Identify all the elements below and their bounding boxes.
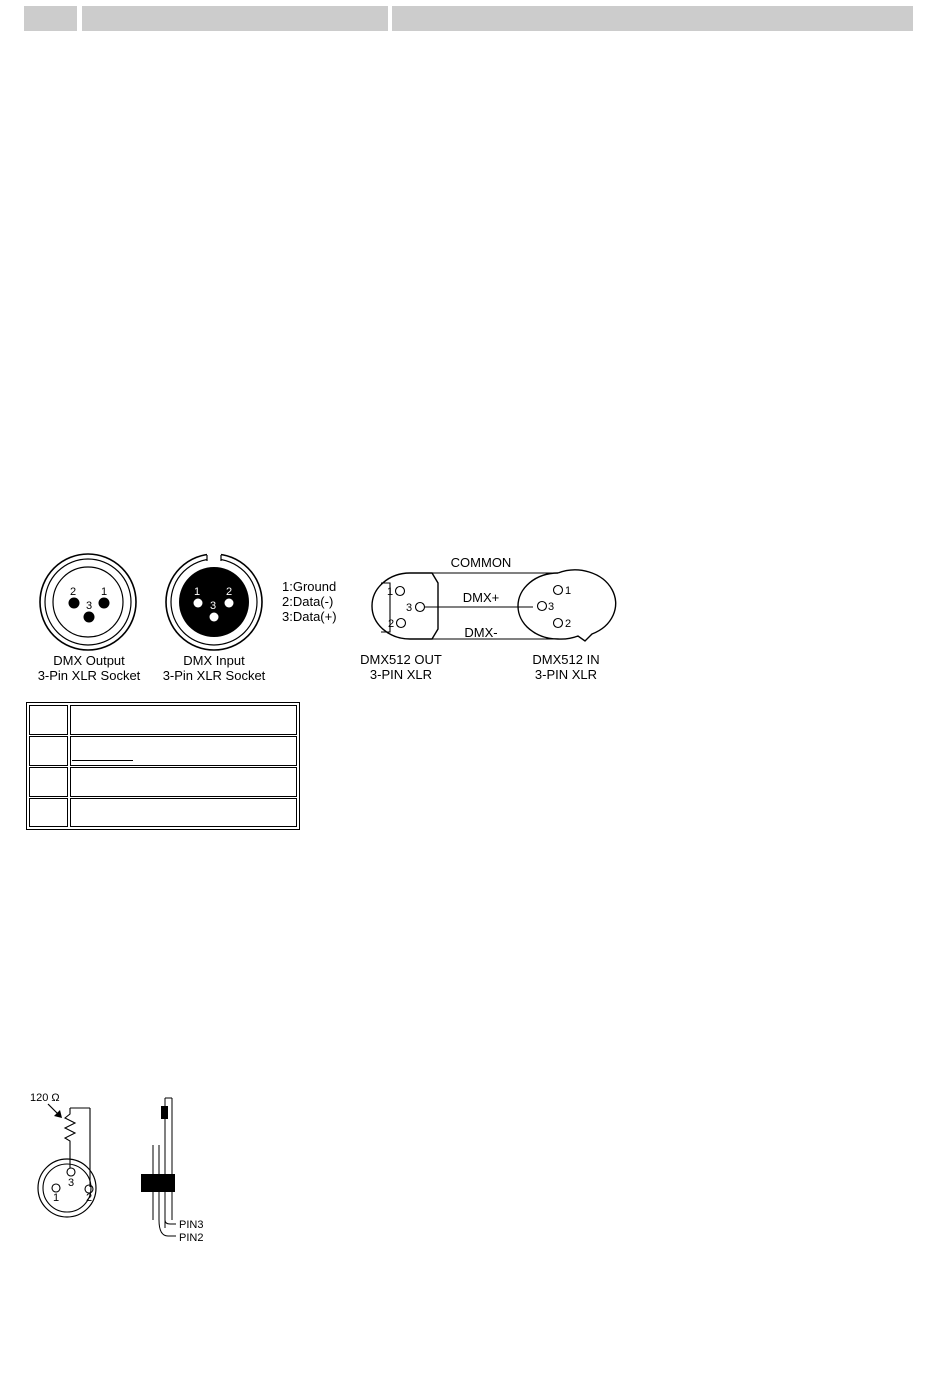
in-pin-label-1: 1: [565, 585, 572, 597]
output-pin-label-1: 1: [101, 586, 108, 598]
pin-legend-data-minus: 2:Data(-): [282, 594, 334, 609]
in-pin-label-3: 3: [548, 601, 555, 613]
output-pin-3: [84, 612, 95, 623]
in-pin-label-2: 2: [565, 618, 572, 630]
out-pin-label-3: 3: [406, 602, 413, 614]
output-socket-title: DMX Output: [53, 653, 125, 668]
input-pin-1: [194, 599, 203, 608]
in-pin-3: [538, 602, 547, 611]
in-pin-1: [554, 586, 563, 595]
term-pin-label-1: 1: [53, 1192, 60, 1204]
output-pin-label-3: 3: [86, 600, 93, 612]
out-connector-title: DMX512 OUT: [360, 652, 442, 667]
output-socket-subtitle: 3-Pin XLR Socket: [37, 668, 141, 683]
empty-table: [27, 703, 300, 830]
in-connector-subtitle: 3-PIN XLR: [534, 667, 598, 682]
in-connector-title: DMX512 IN: [532, 652, 600, 667]
dmx-input-socket: [166, 552, 262, 650]
output-pin-label-2: 2: [70, 586, 77, 598]
input-pin-label-2: 2: [226, 586, 233, 598]
pin3-label: PIN3: [179, 1219, 204, 1231]
common-label: COMMON: [450, 555, 512, 570]
out-pin-1: [396, 587, 405, 596]
out-pin-2: [397, 619, 406, 628]
pin-legend-data-plus: 3:Data(+): [282, 609, 337, 624]
out-pin-label-2: 2: [388, 618, 395, 630]
out-pin-3: [416, 603, 425, 612]
out-connector-subtitle: 3-PIN XLR: [369, 667, 433, 682]
pin2-label: PIN2: [179, 1232, 204, 1244]
resistor-value-label: 120 Ω: [30, 1092, 60, 1104]
input-pin-label-3: 3: [210, 600, 217, 612]
output-pin-1: [99, 598, 110, 609]
input-pin-2: [225, 599, 234, 608]
term-pin-3: [67, 1168, 75, 1176]
input-pin-3: [210, 613, 219, 622]
resistor-body: [161, 1106, 168, 1119]
pin-legend-ground: 1:Ground: [282, 579, 337, 594]
dmx-wiring-diagram: [372, 555, 616, 641]
dmx-output-socket: [40, 554, 136, 650]
in-pin-2: [554, 619, 563, 628]
input-socket-subtitle: 3-Pin XLR Socket: [162, 668, 266, 683]
out-pin-label-1: 1: [387, 586, 394, 598]
connector-block: [141, 1174, 175, 1192]
output-pin-2: [69, 598, 80, 609]
dmx-minus-label: DMX-: [464, 625, 498, 640]
term-pin-label-3: 3: [68, 1177, 75, 1189]
terminator-xlr-diagram: [30, 1092, 96, 1217]
term-pin-1: [52, 1184, 60, 1192]
term-pin-label-2: 2: [86, 1192, 93, 1204]
input-socket-title: DMX Input: [183, 653, 245, 668]
input-pin-label-1: 1: [194, 586, 201, 598]
dmx-plus-label: DMX+: [462, 590, 500, 605]
terminator-side-view: [141, 1098, 203, 1244]
